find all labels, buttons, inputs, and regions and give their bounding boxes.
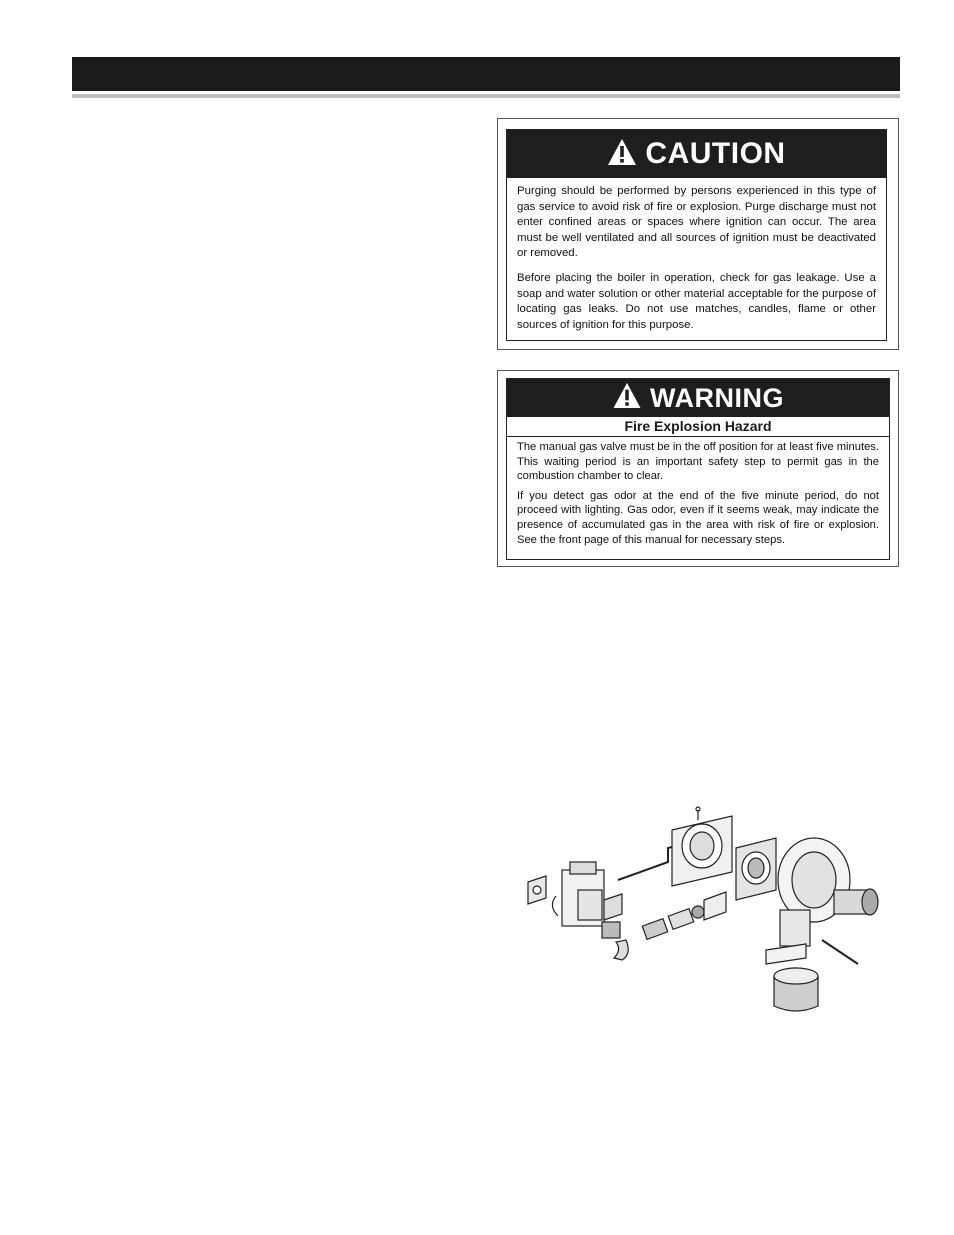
header-rule <box>72 94 900 98</box>
gasket-drawing <box>704 892 726 920</box>
caution-label-frame <box>506 129 887 341</box>
warning-triangle-icon <box>607 138 637 171</box>
burner-assembly-illustration <box>522 800 902 1020</box>
warning-subheading: Fire Explosion Hazard <box>507 417 889 437</box>
warning-heading-band <box>507 379 889 417</box>
blower-gasket-drawing <box>766 944 806 964</box>
caution-label <box>497 118 899 350</box>
warning-triangle-icon <box>612 382 642 414</box>
warning-paragraph-2: If you detect gas odor at the end of the five minute period, do not proceed with lighting. Gas odor, even if it seems weak, may indicate the presence of accumulated gas in the area with risk of fire or explosion. See the front page of this manual for necessary steps. <box>517 489 879 546</box>
caution-heading-band <box>507 130 886 178</box>
adapter-plate-drawing <box>672 807 732 886</box>
warning-paragraph-1: The manual gas valve must be in the off position for at least five minutes. This waiting period is an important safety step to permit gas in the combustion chamber to clear. <box>517 441 879 483</box>
burner-base-drawing <box>774 968 818 1011</box>
igniter-drawing <box>822 940 858 964</box>
warning-heading: WARNING <box>650 382 784 413</box>
gas-valve-drawing <box>552 862 622 938</box>
blower-drawing <box>778 838 878 946</box>
warning-body <box>507 437 889 547</box>
caution-paragraph-2: Before placing the boiler in operation, check for gas leakage. Use a soap and water solution or other material acceptable for the purpose of locating gas leaks. Do not use matches, candles, flame or other sources of ignition for this purpose. <box>517 271 876 331</box>
caution-paragraph-1: Purging should be performed by persons experienced in this type of gas service to avoid risk of fire or explosion. Purge discharge must not enter confined areas or spaces where ignition can occur. The area must be well ventilated and all sources of ignition must be deactivated or removed. <box>517 185 876 260</box>
caution-body <box>507 178 886 333</box>
warning-label-frame <box>506 378 890 560</box>
caution-heading: CAUTION <box>645 137 786 170</box>
warning-label <box>497 370 899 567</box>
header-bar <box>72 57 900 91</box>
inlet-flange-drawing <box>528 876 546 904</box>
elbow-drawing <box>614 940 628 960</box>
mounting-plate-drawing <box>736 838 776 900</box>
union-drawing <box>642 906 704 939</box>
